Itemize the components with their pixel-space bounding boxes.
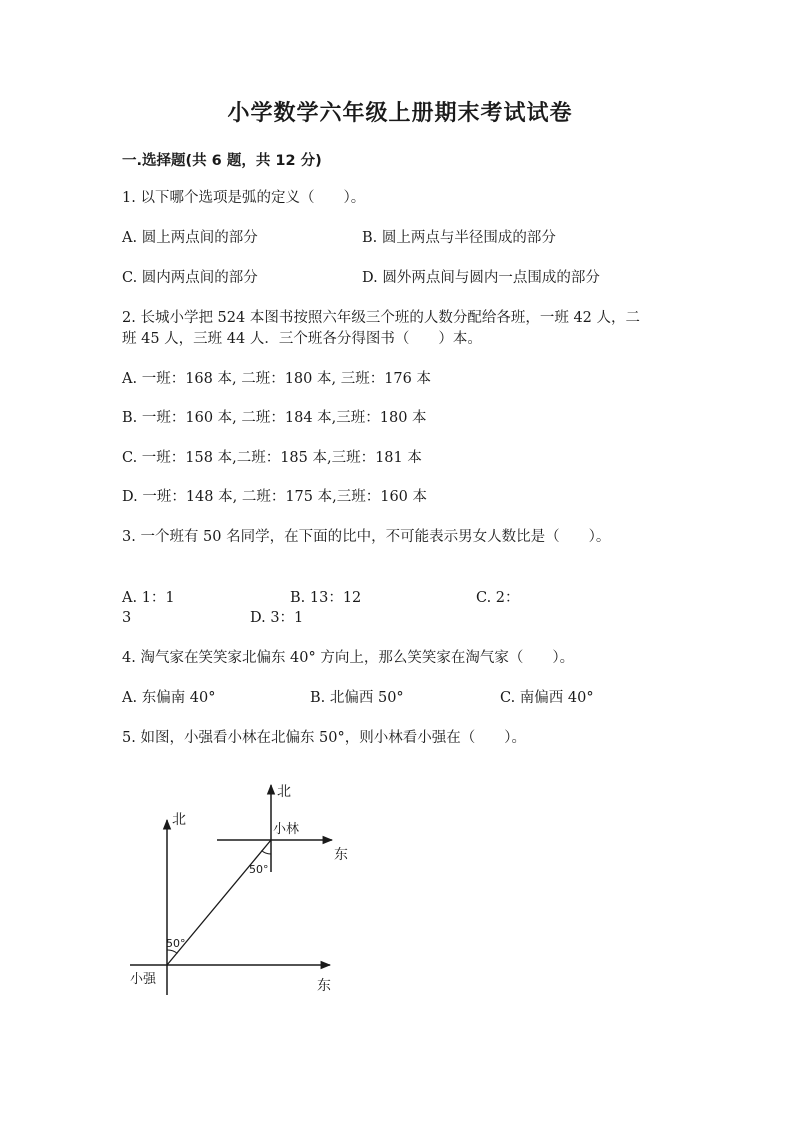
question-3-stem: 3. 一个班有 50 名同学，在下面的比中，不可能表示男女人数比是（ ）。 [122, 529, 611, 545]
xiaoqiang-label: 小强 [130, 972, 157, 987]
east-label-xiaoqiang: 东 [317, 978, 331, 994]
question-3-option-c-line-2: 3 [122, 610, 132, 626]
question-2-option-c: C. 一班：158 本,二班：185 本,三班：181 本 [122, 450, 422, 466]
east-label-xiaolin: 东 [334, 847, 348, 863]
angle-label-xiaoqiang: 50° [166, 937, 186, 950]
question-4-option-b: B. 北偏西 50° [310, 690, 404, 706]
question-3-option-b: B. 13：12 [290, 590, 362, 606]
angle-arc-xiaolin [262, 851, 272, 855]
question-1-option-b: B. 圆上两点与半径围成的部分 [362, 230, 556, 246]
question-3-option-c-line-1: C. 2： [476, 590, 520, 606]
section-heading: 一.选择题(共 6 题，共 12 分) [122, 153, 322, 169]
question-3-option-a: A. 1：1 [122, 590, 175, 606]
question-2-option-d: D. 一班：148 本, 二班：175 本,三班：160 本 [122, 489, 428, 505]
direction-diagram [120, 770, 380, 1010]
question-2-stem-line-2: 班 45 人，三班 44 人．三个班各分得图书（ ）本。 [122, 331, 482, 347]
north-label-xiaolin: 北 [277, 784, 291, 800]
exam-title: 小学数学六年级上册期末考试试卷 [227, 101, 573, 126]
question-4-option-a: A. 东偏南 40° [122, 690, 216, 706]
question-1-stem: 1. 以下哪个选项是弧的定义（ ）。 [122, 190, 366, 206]
north-label-xiaoqiang: 北 [172, 812, 186, 828]
question-1-option-a: A. 圆上两点间的部分 [122, 230, 258, 246]
question-1-option-c: C. 圆内两点间的部分 [122, 270, 258, 286]
question-5-stem: 5. 如图，小强看小林在北偏东 50°，则小林看小强在（ ）。 [122, 730, 527, 746]
question-1-option-d: D. 圆外两点间与圆内一点围成的部分 [362, 270, 600, 286]
question-3-option-d: D. 3：1 [250, 610, 304, 626]
xiaolin-label: 小林 [273, 822, 300, 837]
question-2-option-a: A. 一班：168 本, 二班：180 本, 三班：176 本 [122, 371, 431, 387]
question-4-option-c: C. 南偏西 40° [500, 690, 594, 706]
angle-label-xiaolin: 50° [249, 863, 269, 876]
question-2-stem-line-1: 2. 长城小学把 524 本图书按照六年级三个班的人数分配给各班，一班 42 人，二 [122, 310, 641, 326]
question-2-option-b: B. 一班：160 本, 二班：184 本,三班：180 本 [122, 410, 427, 426]
angle-arc-xiaoqiang [167, 950, 177, 954]
question-4-stem: 4. 淘气家在笑笑家北偏东 40° 方向上，那么笑笑家在淘气家（ ）。 [122, 650, 575, 666]
